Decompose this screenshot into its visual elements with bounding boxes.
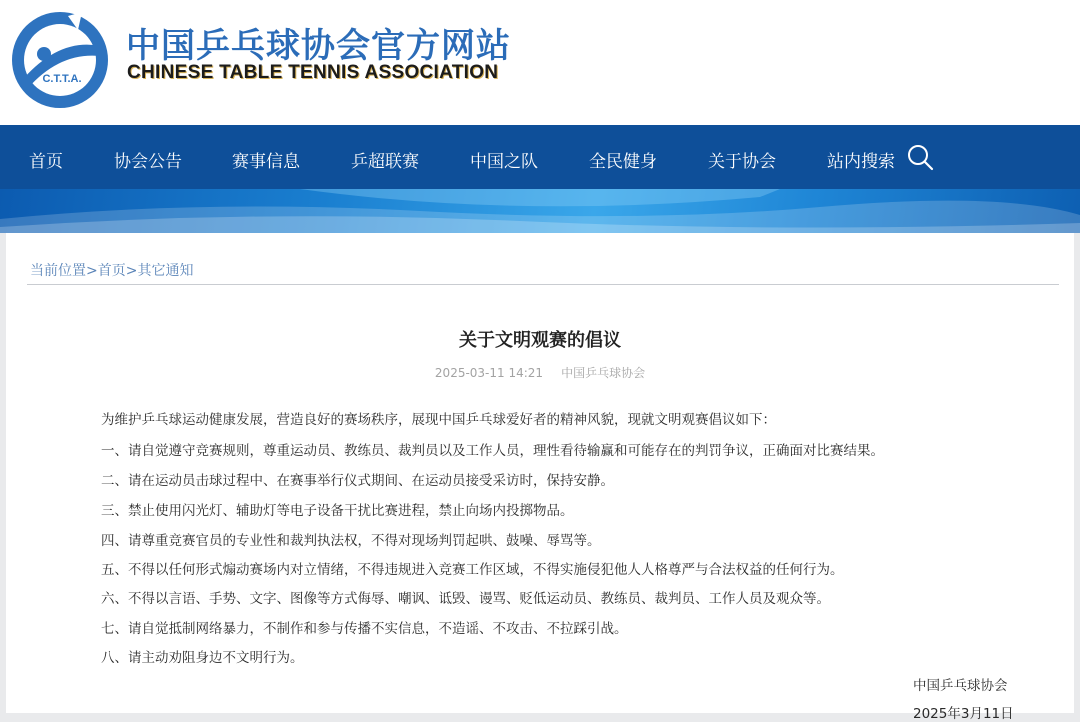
breadcrumb-separator: > [86,263,98,279]
site-title-en[interactable]: CHINESE TABLE TENNIS ASSOCIATION [127,62,499,83]
article-paragraph-6: 六、不得以言语、手势、文字、图像等方式侮辱、嘲讽、诋毁、谩骂、贬低运动员、教练员、裁判员、工作人员及观众等。 [101,591,830,607]
nav-item-events[interactable]: 赛事信息 [232,152,300,172]
nav-item-super-league[interactable]: 乒超联赛 [351,152,419,172]
article-paragraph-4: 四、请尊重竞赛官员的专业性和裁判执法权，不得对现场判罚起哄、鼓噪、辱骂等。 [101,533,601,549]
nav-item-about[interactable]: 关于协会 [708,152,776,172]
article-paragraph-2: 二、请在运动员击球过程中、在赛事举行仪式期间、在运动员接受采访时，保持安静。 [101,473,614,489]
article-paragraph-1: 一、请自觉遵守竞赛规则，尊重运动员、教练员、裁判员以及工作人员，理性看待输赢和可能存在的判罚争议，正确面对比赛结果。 [101,443,884,459]
breadcrumb [30,260,193,280]
breadcrumb-current-position: 当前位置 [30,263,86,279]
banner-wave-decoration [0,189,1080,233]
ctta-logo[interactable] [8,8,112,112]
nav-item-fitness[interactable]: 全民健身 [589,152,657,172]
article-panel [6,233,1074,722]
breadcrumb-home[interactable]: 首页 [97,263,126,279]
breadcrumb-section[interactable]: 其它通知 [137,263,194,279]
banner-strip [0,189,1080,233]
signature-date: 2025年3月11日 [913,706,1014,722]
signature-org: 中国乒乓球协会 [913,678,1008,694]
article-paragraph-8: 八、请主动劝阻身边不文明行为。 [101,650,304,666]
breadcrumb-separator: > [125,263,138,279]
site-header [0,0,1080,125]
article-title: 关于文明观赛的倡议 [459,330,621,351]
article-paragraph-3: 三、禁止使用闪光灯、辅助灯等电子设备干扰比赛进程，禁止向场内投掷物品。 [101,503,574,519]
search-icon[interactable] [906,143,934,171]
breadcrumb-divider [27,284,1059,285]
article-meta [6,364,1074,381]
article-paragraph-intro: 为维护乒乓球运动健康发展，营造良好的赛场秩序，展现中国乒乓球爱好者的精神风貌，现就文明观赛倡议如下： [101,412,776,428]
nav-item-national-team[interactable]: 中国之队 [470,152,538,172]
nav-item-home[interactable]: 首页 [29,152,63,172]
nav-item-site-search[interactable]: 站内搜索 [827,152,895,172]
article-datetime: 2025-03-11 14:21 [434,366,544,380]
site-title-cn[interactable]: 中国乒乓球协会官方网站 [126,26,511,66]
article-paragraph-5: 五、不得以任何形式煽动赛场内对立情绪，不得违规进入竞赛工作区域，不得实施侵犯他人人格尊严与合法权益的任何行为。 [101,562,844,578]
article-paragraph-7: 七、请自觉抵制网络暴力，不制作和参与传播不实信息，不造谣、不攻击、不拉踩引战。 [101,621,628,637]
nav-item-announcements[interactable]: 协会公告 [114,152,182,172]
logo-text: C.T.T.A. [42,73,82,85]
article-source: 中国乒乓球协会 [561,366,646,380]
